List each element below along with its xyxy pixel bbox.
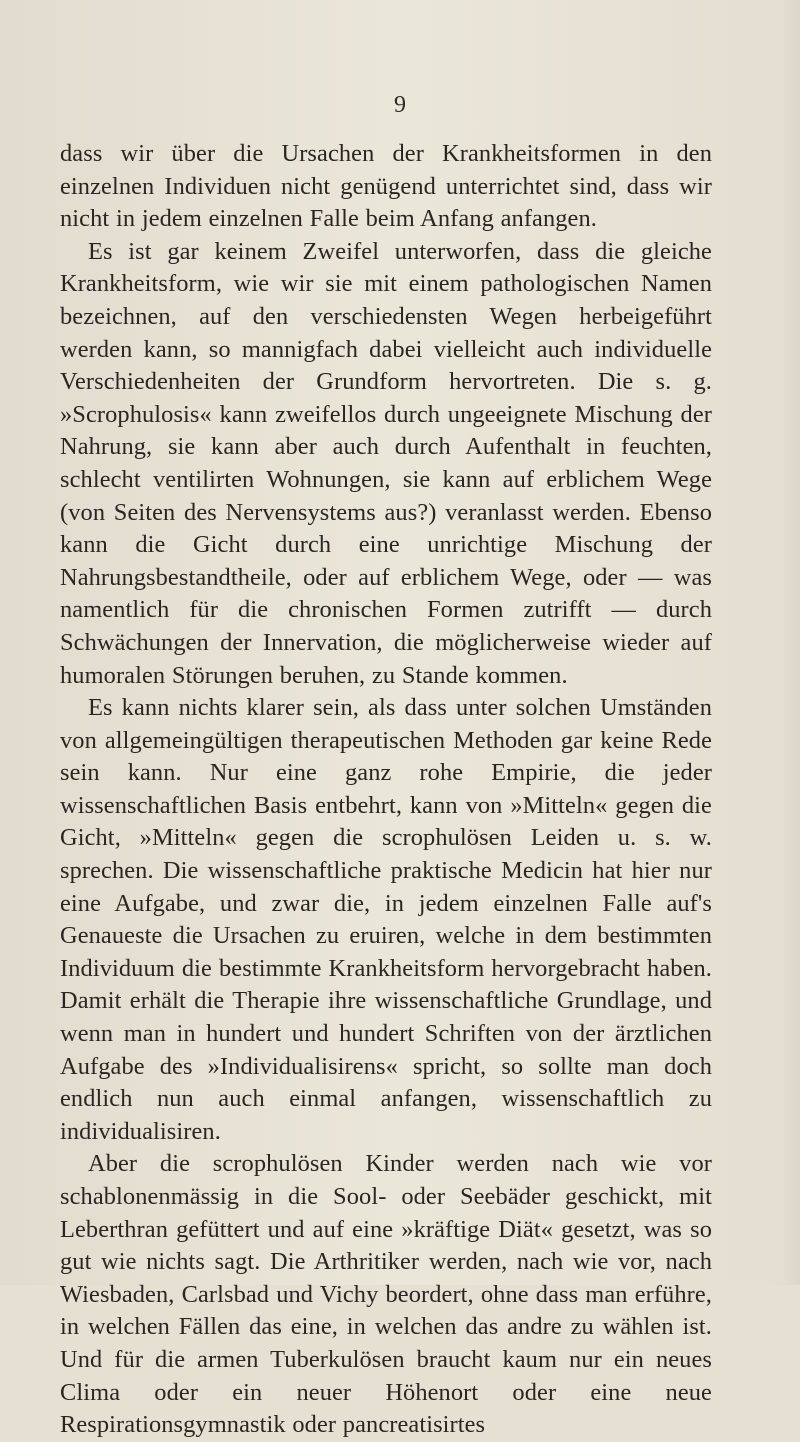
page-number: 9 (394, 92, 406, 118)
page-edge-shadow (782, 0, 800, 1285)
paragraph-4: Aber die scrophulösen Kinder werden nach wie vor schablonenmässig in die Sool- oder Seebäder geschickt, mit Leberthran gefüttert und auf eine »kräftige Diät« gesetzt, was so gut wie nichts sagt. Die Arthritiker werden, nach wie vor, nach Wiesbaden, Carlsbad und Vichy beordert, ohne dass man erführe, in welchen Fällen das eine, in welchen das andre zu wählen ist. Und für die armen Tuberkulösen braucht kaum nur ein neues Clima oder ein neuer Höhenort oder eine neue Respirationsgymnastik oder pancreatisirtes (60, 1150, 712, 1439)
paragraph-1: dass wir über die Ursachen der Krankheitsformen in den einzelnen Individuen nicht genügend unterrichtet sind, dass wir nicht in jedem einzelnen Falle beim Anfang anfangen. (60, 140, 712, 233)
body-text (60, 138, 712, 1442)
paragraph-2: Es ist gar keinem Zweifel unterworfen, dass die gleiche Krankheitsform, wie wir sie mit einem pathologischen Namen bezeichnen, auf den verschiedensten Wegen herbeigeführt werden kann, so mannigfach dabei vielleicht auch individuelle Verschiedenheiten der Grundform hervortreten. Die s. g. »Scrophulosis« kann zweifellos durch ungeeignete Mischung der Nahrung, sie kann aber auch durch Aufenthalt in feuchten, schlecht ventilirten Wohnungen, sie kann auf erblichem Wege (von Seiten des Nervensystems aus?) veranlasst werden. Ebenso kann die Gicht durch eine unrichtige Mischung der Nahrungsbestandtheile, oder auf erblichem Wege, oder — was namentlich für die chronischen Formen zutrifft — durch Schwächungen der Innervation, die möglicherweise wieder auf humoralen Störungen beruhen, zu Stande kommen. (60, 237, 712, 689)
paragraph-3: Es kann nichts klarer sein, als dass unter solchen Umständen von allgemeingültigen therapeutischen Methoden gar keine Rede sein kann. Nur eine ganz rohe Empirie, die jeder wissenschaftlichen Basis entbehrt, kann von »Mitteln« gegen die Gicht, »Mitteln« gegen die scrophulösen Leiden u. s. w. sprechen. Die wissenschaftliche praktische Medicin hat hier nur eine Aufgabe, und zwar die, in jedem einzelnen Falle auf's Genaueste die Ursachen zu eruiren, welche in dem bestimmten Individuum die bestimmte Krankheitsform hervorgebracht haben. Damit erhält die Therapie ihre wissenschaftliche Grundlage, und wenn man in hundert und hundert Schriften von der ärztlichen Aufgabe des »Individualisirens« spricht, so sollte man doch endlich nun auch einmal anfangen, wissenschaftlich zu individualisiren. (60, 694, 712, 1145)
